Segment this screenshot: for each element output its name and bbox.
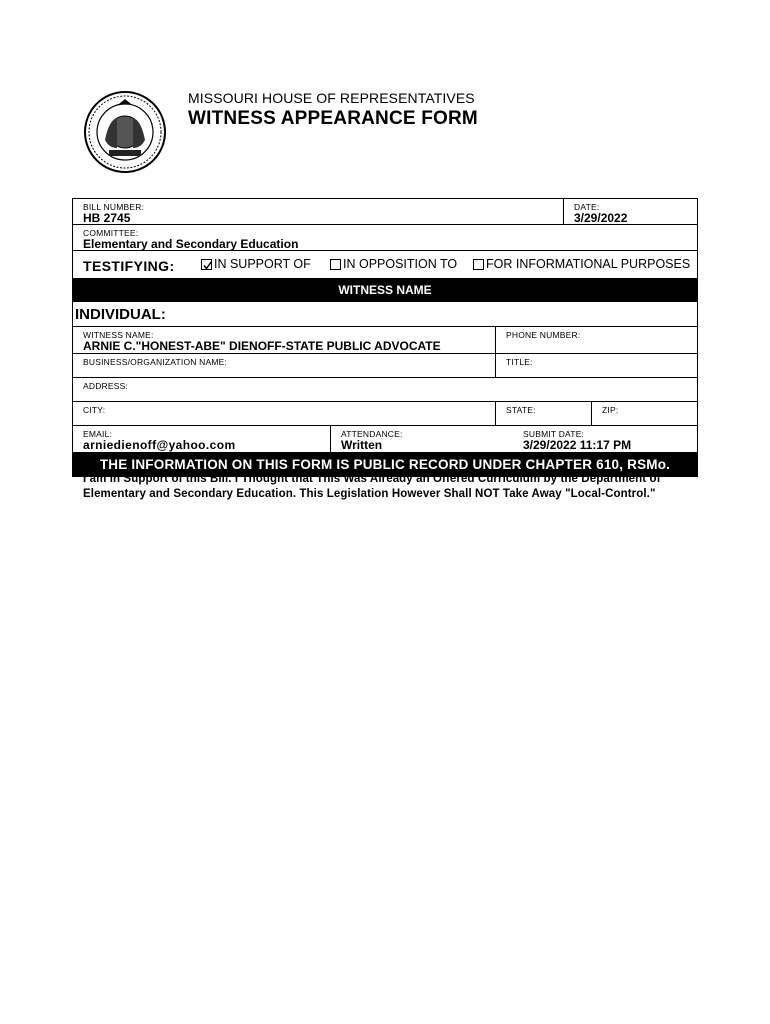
witness-name-bar: WITNESS NAME xyxy=(72,278,698,302)
checkbox-support[interactable] xyxy=(201,259,212,270)
missouri-house-seal-icon xyxy=(83,90,167,174)
testifying-label: TESTIFYING: xyxy=(83,258,175,274)
form-title: WITNESS APPEARANCE FORM xyxy=(188,108,478,129)
bill-number-field[interactable] xyxy=(73,199,563,224)
address-row xyxy=(72,378,698,402)
witness-name-label: WITNESS NAME: xyxy=(83,330,154,340)
business-field[interactable] xyxy=(73,354,495,377)
phone-field[interactable] xyxy=(495,327,697,353)
option-opposition[interactable] xyxy=(330,257,457,271)
submit-date-value: 3/29/2022 11:17 PM xyxy=(523,438,632,452)
bill-row xyxy=(72,198,698,225)
city-field[interactable] xyxy=(73,402,495,425)
submit-date-label: SUBMIT DATE: xyxy=(523,429,585,439)
zip-field[interactable] xyxy=(591,402,697,425)
attendance-value: Written xyxy=(341,438,383,452)
committee-row xyxy=(72,225,698,251)
business-row xyxy=(72,354,698,378)
title-label: TITLE: xyxy=(506,357,533,367)
bill-number-value: HB 2745 xyxy=(83,211,131,225)
committee-value: Elementary and Secondary Education xyxy=(83,237,299,251)
checkbox-opposition[interactable] xyxy=(330,259,341,270)
state-label: STATE: xyxy=(506,405,536,415)
individual-heading: INDIVIDUAL: xyxy=(75,306,166,323)
city-row xyxy=(72,402,698,426)
bill-number-label: BILL NUMBER: xyxy=(83,202,145,212)
committee-label: COMMITTEE: xyxy=(83,228,139,238)
city-label: CITY: xyxy=(83,405,106,415)
date-value: 3/29/2022 xyxy=(574,211,628,225)
email-label: EMAIL: xyxy=(83,429,113,439)
house-name: MISSOURI HOUSE OF REPRESENTATIVES xyxy=(188,90,475,106)
witness-form xyxy=(72,198,698,477)
email-value: arniedienoff@yahoo.com xyxy=(83,438,236,452)
option-informational-label: FOR INFORMATIONAL PURPOSES xyxy=(486,257,691,271)
witness-name-value: ARNIE C."HONEST-ABE" DIENOFF-STATE PUBLIC ADVOCATE xyxy=(83,339,441,353)
address-label: ADDRESS: xyxy=(83,381,129,391)
option-informational[interactable] xyxy=(473,257,690,271)
title-field[interactable] xyxy=(495,354,697,377)
witness-comment: I am in Support of this Bill. I Thought that This Was Already an Offered Curriculum by the Department of Elementary and Secondary Education. This Legislation However Shall NOT Take Away "Local-Control." xyxy=(83,473,661,500)
individual-row xyxy=(72,302,698,327)
checkmark-icon xyxy=(202,260,213,271)
attendance-label: ATTENDANCE: xyxy=(341,429,403,439)
witness-row xyxy=(72,327,698,354)
email-row xyxy=(72,426,698,453)
date-label: DATE: xyxy=(574,202,600,212)
zip-label: ZIP: xyxy=(602,405,619,415)
checkbox-informational[interactable] xyxy=(473,259,484,270)
attendance-field[interactable] xyxy=(330,426,513,452)
option-support-label: IN SUPPORT OF xyxy=(214,257,311,271)
phone-label: PHONE NUMBER: xyxy=(506,330,581,340)
option-opposition-label: IN OPPOSITION TO xyxy=(343,257,458,271)
testifying-row xyxy=(72,251,698,278)
business-label: BUSINESS/ORGANIZATION NAME: xyxy=(83,357,228,367)
witness-name-field[interactable] xyxy=(73,327,495,353)
public-record-notice: THE INFORMATION ON THIS FORM IS PUBLIC RECORD UNDER CHAPTER 610, RSMo. xyxy=(72,453,698,477)
email-field[interactable] xyxy=(73,426,330,452)
address-field[interactable] xyxy=(73,378,697,401)
date-field[interactable] xyxy=(563,199,697,224)
submit-date-field[interactable] xyxy=(513,426,697,452)
state-field[interactable] xyxy=(495,402,591,425)
option-support[interactable] xyxy=(201,257,311,271)
committee-field[interactable] xyxy=(73,225,697,250)
